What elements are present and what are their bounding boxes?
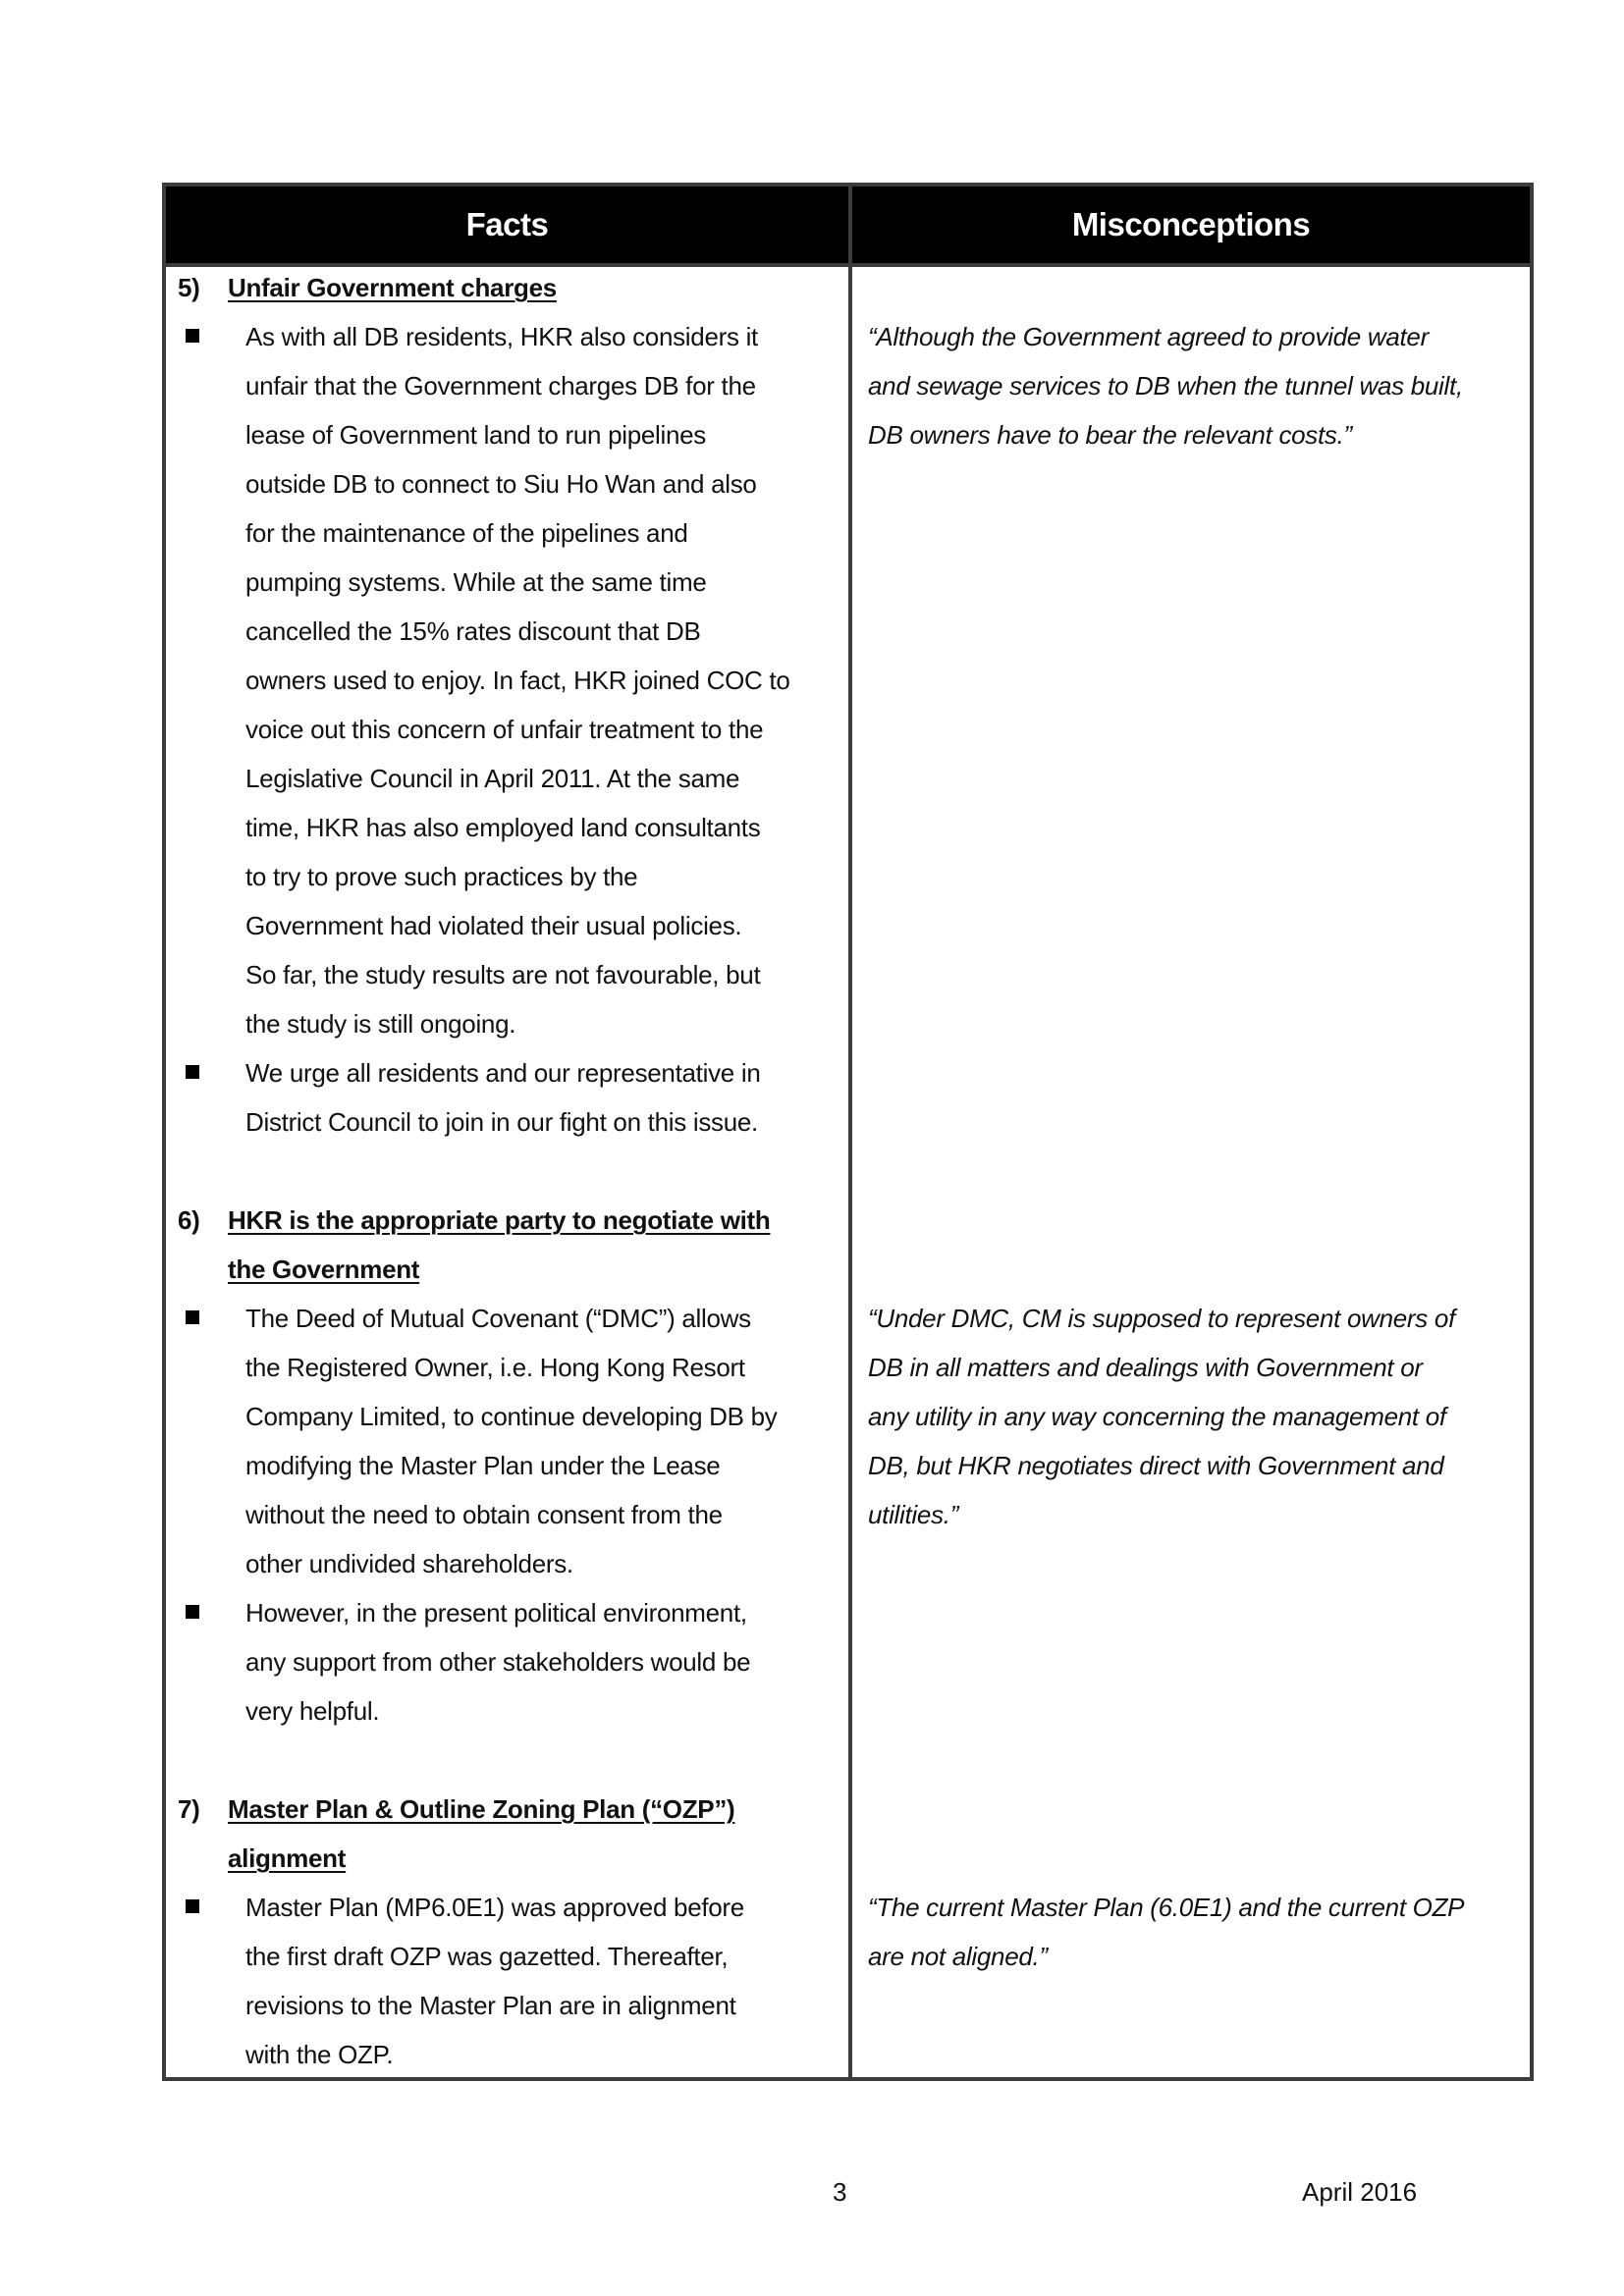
- spacer-line: [852, 950, 1530, 999]
- fact-text: with the OZP.: [245, 2040, 394, 2069]
- misconception-quote-line: “Under DMC, CM is supposed to represent owners of: [868, 1304, 1455, 1333]
- spacer-line: [852, 607, 1530, 656]
- section-title: HKR is the appropriate party to negotiate with: [228, 1205, 771, 1235]
- bullet-text-line: [166, 2030, 848, 2079]
- blank-line: [166, 1735, 848, 1785]
- spacer-line: [852, 1048, 1530, 1097]
- square-bullet-icon: [186, 1065, 199, 1079]
- spacer-line: [852, 508, 1530, 558]
- fact-text: for the maintenance of the pipelines and: [245, 518, 688, 548]
- misconception-quote-line: any utility in any way concerning the management of: [868, 1402, 1446, 1431]
- fact-text: Government had violated their usual policies.: [245, 911, 742, 940]
- fact-text: However, in the present political environment,: [245, 1598, 747, 1628]
- bullet-text-line: [166, 901, 848, 950]
- header-misconceptions: Misconceptions: [1071, 206, 1311, 242]
- bullet-text-line: [166, 656, 848, 705]
- fact-text: Master Plan (MP6.0E1) was approved before: [245, 1893, 744, 1922]
- fact-text: the study is still ongoing.: [245, 1009, 516, 1039]
- misconception-quote-line: DB in all matters and dealings with Government or: [868, 1353, 1423, 1382]
- fact-text: other undivided shareholders.: [245, 1549, 573, 1578]
- bullet-text-line: [166, 1637, 848, 1686]
- facts-column: [166, 263, 848, 2079]
- spacer-line: [852, 1097, 1530, 1147]
- square-bullet-icon: [186, 1310, 199, 1324]
- spacer-line: [852, 754, 1530, 803]
- fact-text: very helpful.: [245, 1696, 380, 1726]
- fact-text: cancelled the 15% rates discount that DB: [245, 616, 701, 646]
- spacer-line: [852, 1686, 1530, 1735]
- bullet-text-line: [166, 1981, 848, 2030]
- section-heading: [166, 1245, 848, 1294]
- bullet-text-line: [166, 558, 848, 607]
- bullet-text-line: [166, 1588, 848, 1637]
- fact-text: So far, the study results are not favourable, but: [245, 960, 761, 989]
- fact-text: voice out this concern of unfair treatment to the: [245, 715, 764, 744]
- misconception-quote-line: “Although the Government agreed to provide water: [868, 322, 1429, 351]
- fact-text: outside DB to connect to Siu Ho Wan and also: [245, 469, 757, 499]
- section-heading: [166, 263, 848, 312]
- bullet-text-line: [166, 410, 848, 459]
- spacer-line: [852, 1196, 1530, 1245]
- bullet-text-line: [166, 754, 848, 803]
- fact-text: owners used to enjoy. In fact, HKR joined COC to: [245, 666, 790, 695]
- bullet-text-line: [166, 1097, 848, 1147]
- fact-text: Legislative Council in April 2011. At the same: [245, 764, 740, 793]
- spacer-line: [852, 803, 1530, 852]
- section-number: 7): [178, 1794, 200, 1824]
- spacer-line: [852, 558, 1530, 607]
- section-title: Master Plan & Outline Zoning Plan (“OZP”): [228, 1794, 735, 1824]
- fact-text: District Council to join in our fight on this issue.: [245, 1107, 758, 1137]
- bullet-text-line: [166, 950, 848, 999]
- square-bullet-icon: [186, 1899, 199, 1913]
- spacer-line: [852, 459, 1530, 508]
- fact-text: modifying the Master Plan under the Lease: [245, 1451, 721, 1480]
- bullet-text-line: [166, 1539, 848, 1588]
- bullet-text-line: [166, 1490, 848, 1539]
- bullet-text-line: [166, 803, 848, 852]
- fact-text: We urge all residents and our representative in: [245, 1058, 761, 1088]
- bullet-text-line: [166, 1294, 848, 1343]
- section-heading: [166, 1196, 848, 1245]
- misconception-quote-line: utilities.”: [868, 1500, 959, 1529]
- spacer-line: [852, 1539, 1530, 1588]
- misconception-quote-line: “The current Master Plan (6.0E1) and the current OZP: [868, 1893, 1465, 1922]
- square-bullet-icon: [186, 329, 199, 343]
- bullet-text-line: [166, 1686, 848, 1735]
- spacer-line: [852, 901, 1530, 950]
- misconception-quote-line: DB, but HKR negotiates direct with Government and: [868, 1451, 1444, 1480]
- spacer-line: [852, 1588, 1530, 1637]
- fact-text: any support from other stakeholders would be: [245, 1647, 751, 1677]
- spacer-line: [852, 656, 1530, 705]
- spacer-line: [852, 1245, 1530, 1294]
- misconception-quote-line: are not aligned.”: [868, 1942, 1048, 1971]
- section-number: 5): [178, 273, 200, 302]
- section-heading: [166, 1785, 848, 1834]
- spacer-line: [852, 705, 1530, 754]
- spacer-line: [852, 1981, 1530, 2030]
- spacer-line: [852, 999, 1530, 1048]
- section-title: Unfair Government charges: [228, 273, 557, 302]
- page-number: 3: [833, 2177, 847, 2207]
- spacer-line: [852, 2030, 1530, 2079]
- fact-text: Company Limited, to continue developing DB by: [245, 1402, 778, 1431]
- bullet-text-line: [166, 361, 848, 410]
- spacer-line: [852, 263, 1530, 312]
- bullet-text-line: [166, 1932, 848, 1981]
- bullet-text-line: [166, 852, 848, 901]
- bullet-text-line: [166, 1883, 848, 1932]
- fact-text: time, HKR has also employed land consultants: [245, 813, 761, 842]
- bullet-text-line: [166, 312, 848, 361]
- fact-text: revisions to the Master Plan are in alignment: [245, 1991, 736, 2020]
- misconception-quote-line: and sewage services to DB when the tunnel was built,: [868, 371, 1463, 400]
- fact-text: pumping systems. While at the same time: [245, 567, 707, 597]
- bullet-text-line: [166, 1048, 848, 1097]
- blank-line: [166, 1147, 848, 1196]
- bullet-text-line: [166, 607, 848, 656]
- section-title: the Government: [228, 1255, 420, 1284]
- fact-text: the first draft OZP was gazetted. Thereafter,: [245, 1942, 729, 1971]
- bullet-text-line: [166, 508, 848, 558]
- misconception-quote-line: DB owners have to bear the relevant costs.”: [868, 420, 1352, 450]
- section-title: alignment: [228, 1843, 347, 1873]
- blank-line: [852, 1735, 1530, 1785]
- blank-line: [852, 1147, 1530, 1196]
- misconceptions-column: [852, 263, 1530, 2079]
- fact-text: the Registered Owner, i.e. Hong Kong Resort: [245, 1353, 745, 1382]
- header-facts: Facts: [465, 206, 549, 242]
- fact-text: unfair that the Government charges DB for the: [245, 371, 756, 400]
- section-heading: [166, 1834, 848, 1883]
- fact-text: without the need to obtain consent from the: [245, 1500, 723, 1529]
- spacer-line: [852, 1785, 1530, 1834]
- fact-text: to try to prove such practices by the: [245, 862, 638, 891]
- bullet-text-line: [166, 705, 848, 754]
- bullet-text-line: [166, 1343, 848, 1392]
- fact-text: lease of Government land to run pipelines: [245, 420, 706, 450]
- bullet-text-line: [166, 1441, 848, 1490]
- bullet-text-line: [166, 999, 848, 1048]
- spacer-line: [852, 1834, 1530, 1883]
- fact-text: The Deed of Mutual Covenant (“DMC”) allows: [245, 1304, 751, 1333]
- spacer-line: [852, 1637, 1530, 1686]
- facts-misconceptions-table: [162, 183, 1534, 2081]
- section-number: 6): [178, 1205, 200, 1235]
- footer-date: April 2016: [1302, 2177, 1418, 2207]
- fact-text: As with all DB residents, HKR also considers it: [245, 322, 758, 351]
- bullet-text-line: [166, 1392, 848, 1441]
- bullet-text-line: [166, 459, 848, 508]
- square-bullet-icon: [186, 1605, 199, 1619]
- spacer-line: [852, 852, 1530, 901]
